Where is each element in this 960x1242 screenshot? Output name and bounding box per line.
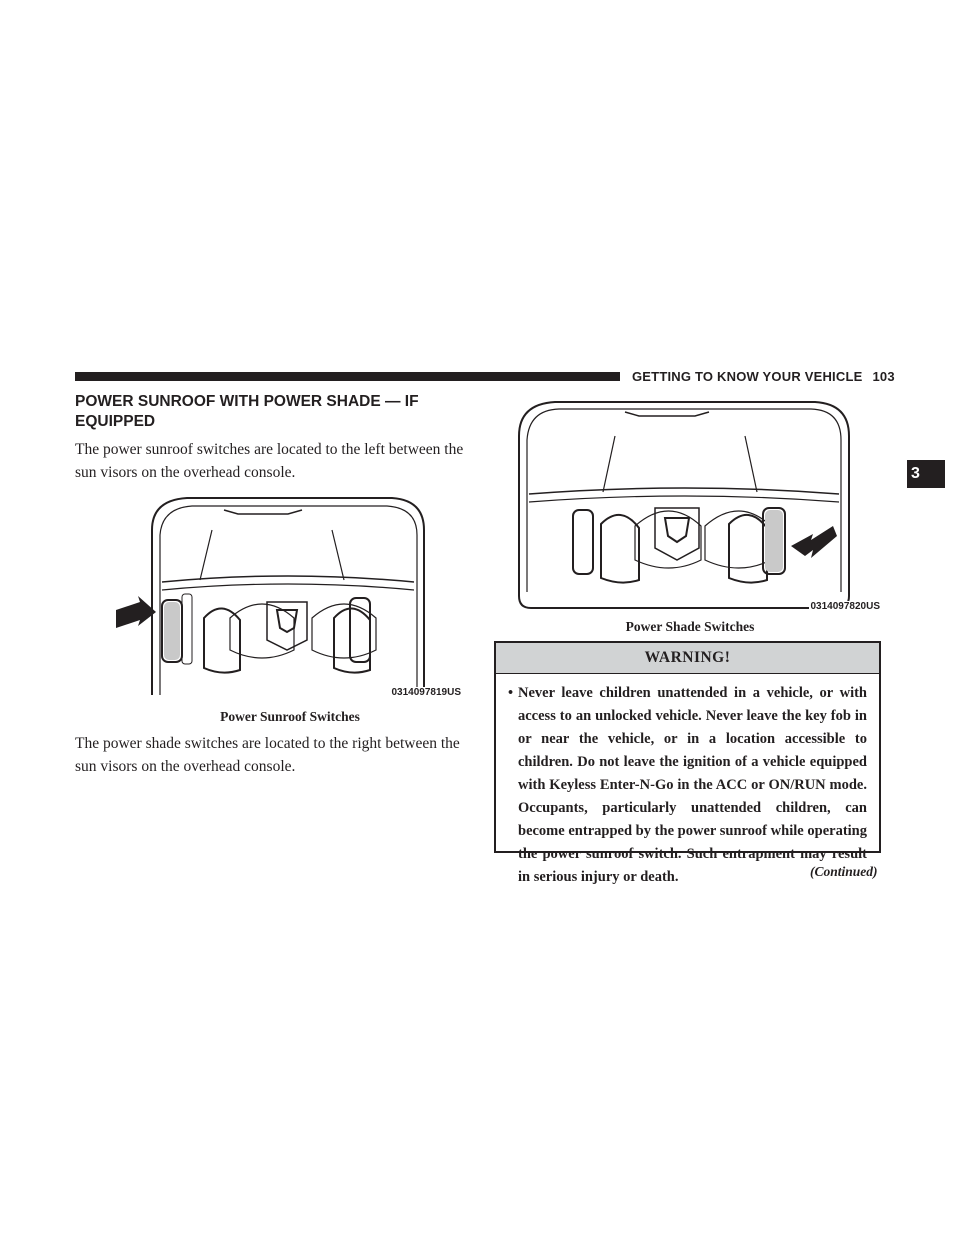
- caption-power-shade-switches: Power Shade Switches: [625, 619, 755, 634]
- figure-code: 0314097819US: [391, 687, 461, 698]
- warning-bullet-item: [496, 674, 879, 889]
- running-header-section: GETTING TO KNOW YOUR VEHICLE: [632, 369, 863, 384]
- warning-title: WARNING!: [496, 643, 879, 674]
- section-title: POWER SUNROOF WITH POWER SHADE — IF EQUIPPED: [75, 393, 419, 430]
- page-number: 103: [872, 369, 895, 384]
- figure-power-shade-switches: [515, 396, 883, 614]
- figure-code: 0314097820US: [810, 601, 880, 612]
- paragraph-sunroof-switches: The power sunroof switches are located to the left between the sun visors on the overhead console.: [75, 441, 464, 481]
- continued-note: (Continued): [810, 864, 878, 879]
- warning-text: Never leave children unattended in a vehicle, or with access to an unlocked vehicle. Never leave the key fob in or near the vehicle, or in a location accessible to children. Do not leave the ignition of a vehicle equipped with Keyless Enter-N-Go in the ACC or ON/RUN mode. Occupants, particularly unattended children, can become entrapped by the power sunroof while operating the power sunroof switch. Such entrapment may result in serious injury or death.: [518, 685, 867, 885]
- chapter-tab: 3: [907, 460, 945, 488]
- running-header: [632, 369, 895, 384]
- overhead-console-illustration: [515, 396, 883, 614]
- paragraph-shade-switches: The power shade switches are located to the right between the sun visors on the overhead console.: [75, 735, 460, 775]
- overhead-console-illustration: [112, 490, 464, 700]
- figure-power-sunroof-switches: [112, 490, 464, 700]
- caption-power-sunroof-switches: Power Sunroof Switches: [220, 709, 360, 724]
- header-rule: [75, 372, 620, 381]
- bullet-mark: •: [508, 685, 514, 701]
